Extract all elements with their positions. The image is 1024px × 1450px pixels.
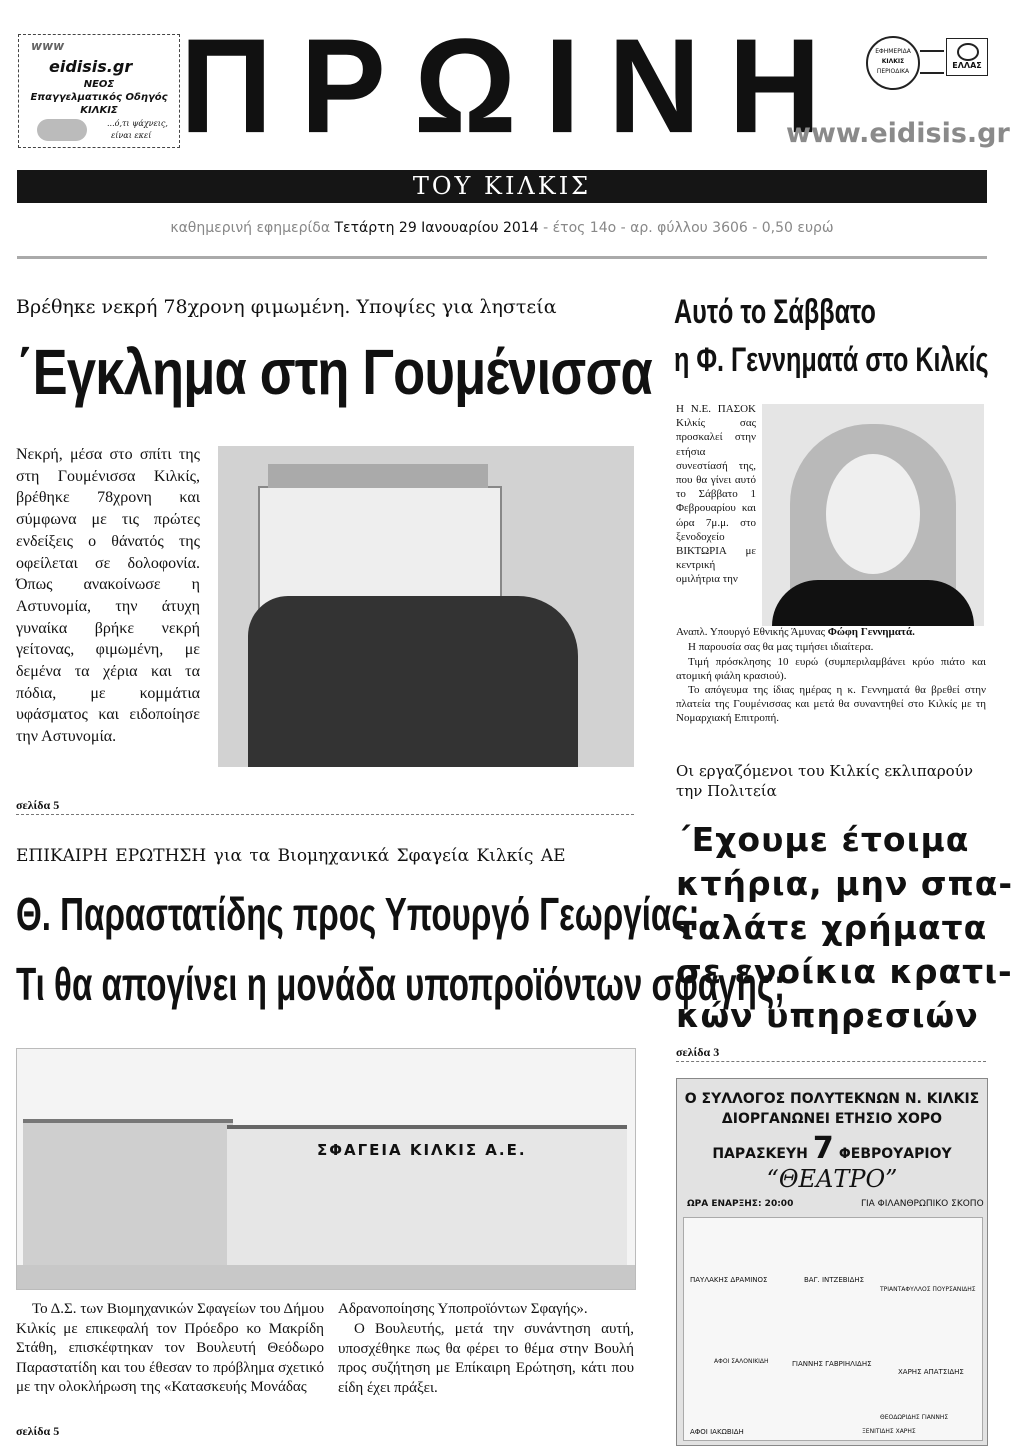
ad-performer-7: ΑΦΟΙ ΙΑΚΩΒΙΔΗ (690, 1428, 744, 1436)
story4-headline-3[interactable]: ταλάτε χρήματα (676, 908, 988, 947)
story4-page-ref[interactable]: σελίδα 3 (676, 1045, 720, 1059)
ad-time: ΩΡΑ ΕΝΑΡΞΗΣ: 20:00 (687, 1199, 794, 1209)
story1-kicker: Βρέθηκε νεκρή 78χρονη φιμωμένη. Υποψίες για ληστεία (16, 296, 557, 318)
story4-headline-1[interactable]: ΄Εχουμε έτοιμα (676, 820, 970, 859)
ad-photo-panel (683, 1217, 983, 1441)
story3-col1: Το Δ.Σ. των Βιομηχανικών Σφαγείων του Δήμου Κιλκίς με επικεφαλή τον Πρόεδρο κο Μακρίδη Στάθη, επισκέφτηκαν τον Βουλευτή Θεόδωρο Παραστατίδη και του έθεσαν το πρόβλημα σχετικό με την ολοκλήρωση της «Κατασκευής Μονάδας (16, 1301, 324, 1395)
post-box (946, 38, 988, 76)
story4-headline-4[interactable]: σε ενοίκια κρατι- (676, 952, 1013, 991)
story4-headline-2[interactable]: κτήρια, μην σπα- (676, 864, 1014, 903)
story4-headline-5[interactable]: κών υπηρεσιών (676, 996, 979, 1035)
story2-headline-2[interactable]: η Φ. Γεννηματά στο Κιλκίς (674, 341, 989, 379)
story2-para4: Το απόγευμα της ίδιας ημέρας η κ. Γεννηματά θα βρεθεί στην πλατεία της Γουμένισσας και μετά θα συναντηθεί στο Κιλκίς με τη Νομαρχιακή Επιτροπή. (676, 684, 986, 724)
story4-kicker-1: Οι εργαζόμενοι του Κιλκίς εκλιπαρούν (676, 762, 973, 780)
masthead-rule (17, 256, 987, 259)
subtitle-text: ΤΟΥ ΚΙΛΚΙΣ (412, 172, 592, 200)
stamp-line-1: ΕΦΗΜΕΡΙΔΑ (875, 48, 911, 55)
ad-performer-9: ΞΕΝΙΤΙΔΗΣ ΧΑΡΗΣ (862, 1428, 916, 1435)
story2-photo (762, 404, 984, 626)
ad-performer-6: ΧΑΡΗΣ ΑΠΑΤΣΙΔΗΣ (898, 1368, 964, 1376)
subtitle-bar (17, 170, 987, 203)
ad-performer-2: ΒΑΓ. ΙΝΤΖΕΒΙΔΗΣ (804, 1276, 865, 1284)
dateline (17, 220, 987, 236)
story1-divider (16, 814, 634, 815)
promo-line-guide: Επαγγελματικός Οδηγός (30, 92, 168, 103)
promo-hands-icon (37, 119, 87, 141)
ad-day: ΠΑΡΑΣΚΕΥΗ (712, 1146, 808, 1162)
stamp-line-3: ΠΕΡΙΟΔΙΚΑ (876, 68, 910, 75)
story3-col2b: Ο Βουλευτής, μετά την συνάντηση αυτή, υποσχέθηκε πως θα φέρει το θέμα στην Βουλή προς συζήτηση με Επίκαιρη Ερώτηση, κάτι που είδη έχει πράξει. (338, 1321, 634, 1396)
story1-body: Νεκρή, μέσα στο σπίτι της στη Γουμένισσα Κιλκίς, βρέθηκε 78χρονη και σύμφωνα με τις πρώτες ενδείξεις ο θάνατός της οφείλεται σε δολοφονία. Όπως ανακοίνωσε η Αστυνομία, την άτυχη γυναίκα βρήκε νεκρή γείτονας, φιμωμένη, με δεμένα τα χέρια και τα πόδια, με κομμάτια υφάσματος και ειδοποίησε την Αστυνομία. (16, 446, 200, 746)
dateline-rest: - έτος 14ο - αρ. φύλλου 3606 - 0,50 ευρώ (543, 220, 834, 236)
ad-performer-8: ΘΕΟΔΩΡΙΔΗΣ ΓΙΑΝΝΗΣ (880, 1414, 949, 1421)
ad-date (677, 1131, 987, 1166)
newspaper-title: ΠΡΩΙΝΗ (180, 11, 849, 162)
story2-side-text: Η Ν.Ε. ΠΑΣΟΚ Κιλκίς σας προσκαλεί στην ετήσια συνεστίασή της, που θα γίνει αυτό το Σάββατο 1 Φεβρουαρίου και ώρα 7μ.μ. στο ξενοδοχείο ΒΙΚΤΩΡΙΑ με κεντρική ομιλήτρια την (676, 403, 756, 586)
ad-line1: Ο ΣΥΛΛΟΓΟΣ ΠΟΛΥΤΕΚΝΩΝ Ν. ΚΙΛΚΙΣ (684, 1091, 980, 1107)
promo-slogan-1: ...ό,τι ψάχνεις, (107, 119, 168, 128)
story3-kicker: ΕΠΙΚΑΙΡΗ ΕΡΩΤΗΣΗ για τα Βιομηχανικά Σφαγεία Κιλκίς ΑΕ (16, 846, 566, 866)
promo-www: www (31, 39, 65, 53)
ad-performer-5: ΓΙΑΝΝΗΣ ΓΑΒΡΙΗΛΙΔΗΣ (792, 1360, 872, 1368)
story2-para1 (676, 626, 986, 640)
ad-line2: ΔΙΟΡΓΑΝΩΝΕΙ ΕΤΗΣΙΟ ΧΟΡΟ (721, 1111, 943, 1127)
story2-face (826, 454, 920, 574)
promo-box (18, 34, 180, 148)
promo-line-neos: ΝΕΟΣ (83, 79, 115, 90)
story2-para1-name: Φώφη Γεννηματά. (827, 626, 915, 638)
story1-page-ref[interactable]: σελίδα 5 (16, 798, 60, 812)
story4-divider (676, 1061, 986, 1062)
dateline-date: Τετάρτη 29 Ιανουαρίου 2014 (334, 220, 539, 236)
event-ad (676, 1078, 988, 1446)
promo-site: eidisis.gr (49, 57, 133, 76)
ad-performer-1: ΠΑΥΛΑΚΗΣ ΔΡΑΜΙΝΟΣ (690, 1276, 768, 1284)
stamp-lines-icon (920, 50, 944, 74)
post-horn-icon (957, 43, 979, 61)
story3-photo (16, 1048, 636, 1290)
story2-para2: Η παρουσία σας θα μας τιμήσει ιδιαίτερα. (688, 641, 874, 653)
ad-performer-4: ΑΦΟΙ ΣΑΛΟΝΙΚΙΔΗ (714, 1358, 769, 1365)
website-url[interactable]: www.eidisis.gr (786, 118, 1010, 149)
story3-headline-1[interactable]: Θ. Παραστατίδης προς Υπουργό Γεωργίας: (16, 888, 700, 940)
ad-month: ΦΕΒΡΟΥΑΡΙΟΥ (838, 1146, 952, 1162)
promo-line-kilkis: ΚΙΛΚΙΣ (80, 105, 118, 116)
story2-headline-1[interactable]: Αυτό το Σάββατο (674, 293, 876, 331)
story3-col2a: Αδρανοποίησης Υποπροϊόντων Σφαγής». (338, 1301, 588, 1317)
story3-headline-2[interactable]: Τι θα απογίνει η μονάδα υποπροϊόντων σφαγής; (16, 958, 786, 1010)
stamp-badge (866, 36, 920, 90)
ad-num: 7 (812, 1131, 834, 1166)
ad-performer-3: ΤΡΙΑΝΤΑΦΥΛΛΟΣ ΠΟΥΡΣΑΝΙΔΗΣ (880, 1286, 976, 1293)
post-label: ΕΛΛΑΣ (952, 61, 982, 70)
story1-crowd (248, 596, 578, 767)
story4-kicker-2: την Πολιτεία (676, 782, 777, 800)
ad-venue: “ΘΕΑΤΡΟ” (766, 1165, 898, 1193)
story2-para3: Τιμή πρόσκλησης 10 ευρώ (συμπεριλαμβάνει κρύο πιάτο και ατομική φιάλη κρασιού). (676, 656, 986, 682)
story1-photo (218, 446, 634, 767)
story3-ground (17, 1265, 635, 1289)
promo-slogan-2: είναι εκεί (111, 131, 152, 140)
story3-page-ref[interactable]: σελίδα 5 (16, 1424, 60, 1438)
story3-sign: ΣΦΑΓΕΙΑ ΚΙΛΚΙΣ Α.Ε. (317, 1141, 527, 1159)
story1-headline[interactable]: ΄Εγκλημα στη Γουμένισσα (16, 336, 652, 408)
story2-para1-lead: Αναπλ. Υπουργό Εθνικής Άμυνας (676, 626, 828, 638)
dateline-kind: καθημερινή εφημερίδα (170, 220, 331, 236)
story3-building-left (23, 1119, 233, 1273)
story1-roof (268, 464, 488, 488)
story2-shoulders (772, 580, 974, 626)
stamp-line-2: ΚΙΛΚΙΣ (881, 58, 905, 65)
ad-cause: ΓΙΑ ΦΙΛΑΝΘΡΩΠΙΚΟ ΣΚΟΠΟ (861, 1199, 984, 1209)
